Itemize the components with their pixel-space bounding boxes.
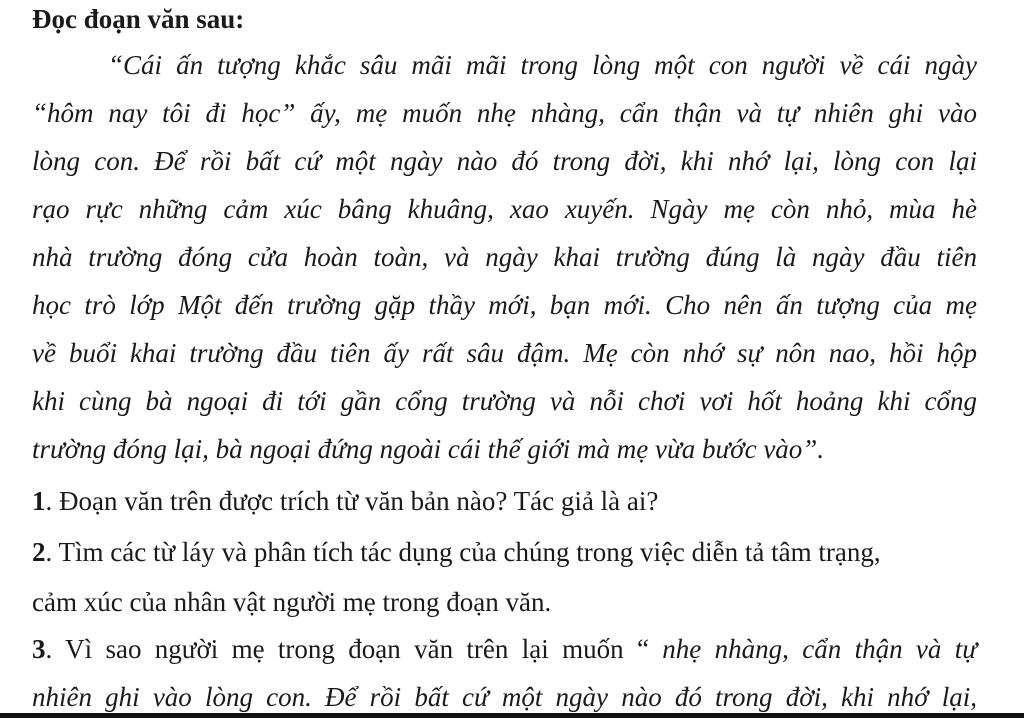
question-text: . Vì sao người mẹ trong đoạn văn trên lại muốn “ [45, 634, 663, 664]
passage-line: khi cùng bà ngoại đi tới gần cổng trường và nỗi chơi vơi hốt hoảng khi cổng [32, 386, 977, 416]
question-text: . Tìm các từ láy và phân tích tác dụng của chúng trong việc diễn tả tâm trạng, [45, 537, 881, 567]
passage-line: “Cái ấn tượng khắc sâu mãi mãi trong lòng một con người về cái ngày [108, 50, 977, 80]
question-2-continuation: cảm xúc của nhân vật người mẹ trong đoạn văn. [32, 587, 552, 617]
question-3-continuation: nhiên ghi vào lòng con. Để rồi bất cứ một ngày nào đó trong đời, khi nhớ lại, [32, 682, 977, 712]
question-text: . Đoạn văn trên được trích từ văn bản nào? Tác giả là ai? [45, 486, 659, 516]
question-number: 3 [32, 634, 46, 664]
passage-line: “hôm nay tôi đi học” ấy, mẹ muốn nhẹ nhàng, cẩn thận và tự nhiên ghi vào [32, 98, 977, 128]
question-number: 2 [32, 537, 46, 567]
question-quote: nhẹ nhàng, cẩn thận và tự [662, 634, 977, 664]
passage-line: về buổi khai trường đầu tiên ấy rất sâu đậm. Mẹ còn nhớ sự nôn nao, hồi hộp [32, 338, 977, 368]
passage-line: nhà trường đóng cửa hoàn toàn, và ngày khai trường đúng là ngày đầu tiên [32, 242, 977, 272]
passage-line: trường đóng lại, bà ngoại đứng ngoài cái thế giới mà mẹ vừa bước vào”. [32, 434, 825, 464]
bottom-border [0, 713, 1024, 718]
question-3 [32, 632, 977, 666]
section-title: Đọc đoạn văn sau: [32, 4, 245, 34]
passage-line: lòng con. Để rồi bất cứ một ngày nào đó trong đời, khi nhớ lại, lòng con lại [32, 146, 977, 176]
passage-line: rạo rực những cảm xúc bâng khuâng, xao xuyến. Ngày mẹ còn nhỏ, mùa hè [32, 194, 977, 224]
question-number: 1 [32, 486, 46, 516]
question-2 [32, 535, 977, 569]
passage-line: học trò lớp Một đến trường gặp thầy mới, bạn mới. Cho nên ấn tượng của mẹ [32, 290, 977, 320]
question-1 [32, 484, 977, 518]
